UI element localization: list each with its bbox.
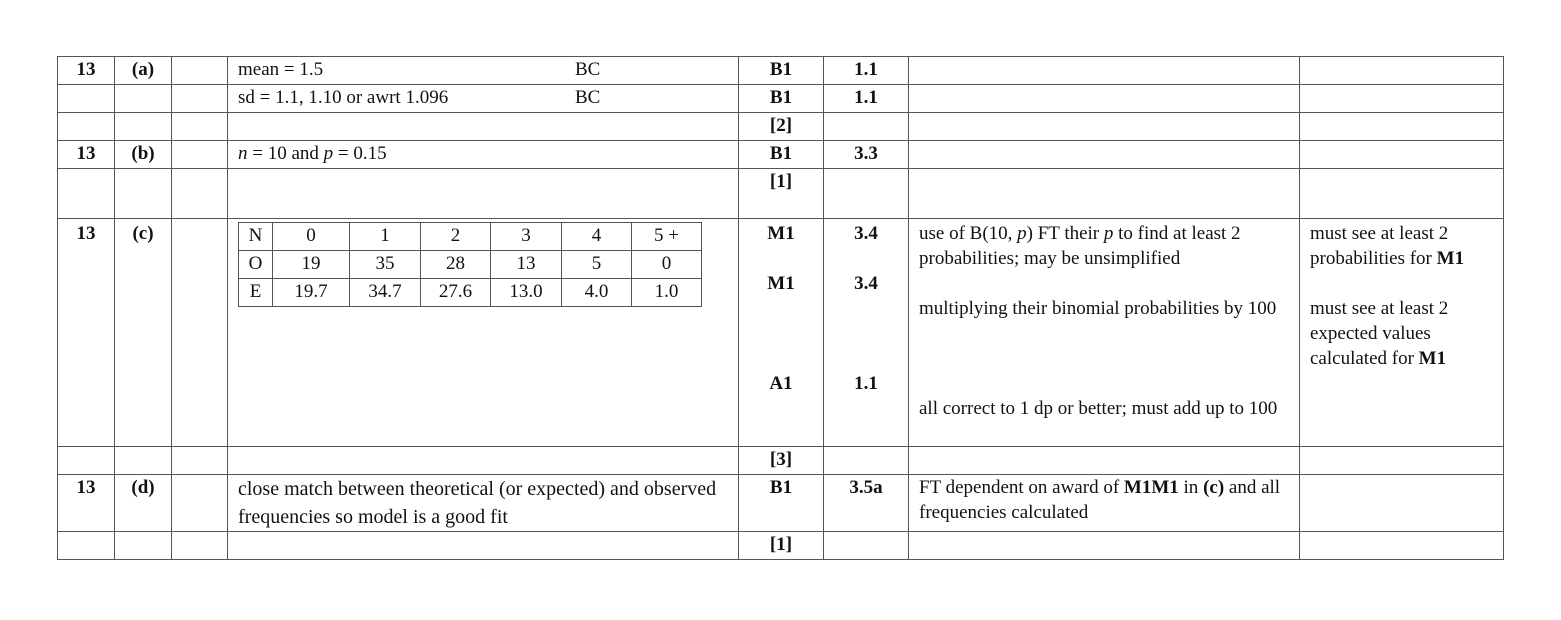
mark-total: [1] [739,532,824,560]
question-number: 13 [58,219,115,447]
mark-total: [2] [739,113,824,141]
frequency-table [238,222,702,307]
guidance-text: FT dependent on award of M1M1 in (c) and all frequencies calculated [909,475,1300,532]
ao: 3.3 [824,141,909,169]
mark: M1 [767,273,795,294]
table-row [58,57,1504,85]
answer-cell [228,85,739,113]
ao: 1.1 [824,85,909,113]
bc-label: BC [575,59,601,80]
mark: B1 [739,85,824,113]
mark-total: [3] [739,447,824,475]
table-row [58,169,1504,219]
table-row: N 0 1 2 3 4 5 + [239,223,702,251]
ao: 3.4 [854,273,878,294]
ao: 3.5a [824,475,909,532]
ao: 3.4 [854,223,878,244]
notes-cell [1300,219,1504,447]
question-number: 13 [58,141,115,169]
mark-total: [1] [739,169,824,219]
guidance-text: all correct to 1 dp or better; must add up to 100 [919,398,1278,419]
bc-label: BC [575,87,601,108]
table-row [58,447,1504,475]
question-number: 13 [58,57,115,85]
guidance-text: use of B(10, p) FT their p to find at least 2 probabilities; may be unsimplified [919,223,1241,269]
ao: 1.1 [824,57,909,85]
note-text: must see at least 2 probabilities for M1 [1310,223,1465,269]
answer-cell: n = 10 and p = 0.15 [228,141,739,169]
guidance-text: multiplying their binomial probabilities by 100 [919,298,1277,319]
answer-text: sd = 1.1, 1.10 or awrt 1.096 [238,87,449,108]
question-part: (a) [115,57,172,85]
answer-cell [228,57,739,85]
ao: 1.1 [854,373,878,394]
answer-text: close match between theoretical (or expected) and observed frequencies so model is a good fit [228,475,739,532]
marks-cell [739,219,824,447]
table-row [58,113,1504,141]
table-row [58,475,1504,532]
table-row [58,85,1504,113]
table-row [58,219,1504,447]
table-row: O 19 35 28 13 5 0 [239,251,702,279]
mark: A1 [769,373,793,394]
table-row: E 19.7 34.7 27.6 13.0 4.0 1.0 [239,279,702,307]
guidance-cell [909,219,1300,447]
question-part: (c) [115,219,172,447]
question-part: (b) [115,141,172,169]
mark: M1 [767,223,795,244]
answer-text: mean = 1.5 [238,59,324,80]
mark-scheme-table [57,56,1504,560]
note-text: must see at least 2 expected values calculated for M1 [1310,298,1449,369]
question-number: 13 [58,475,115,532]
answer-cell [228,219,739,447]
table-row [58,141,1504,169]
ao-cell [824,219,909,447]
mark: B1 [739,475,824,532]
table-row [58,532,1504,560]
question-part: (d) [115,475,172,532]
mark: B1 [739,141,824,169]
mark: B1 [739,57,824,85]
